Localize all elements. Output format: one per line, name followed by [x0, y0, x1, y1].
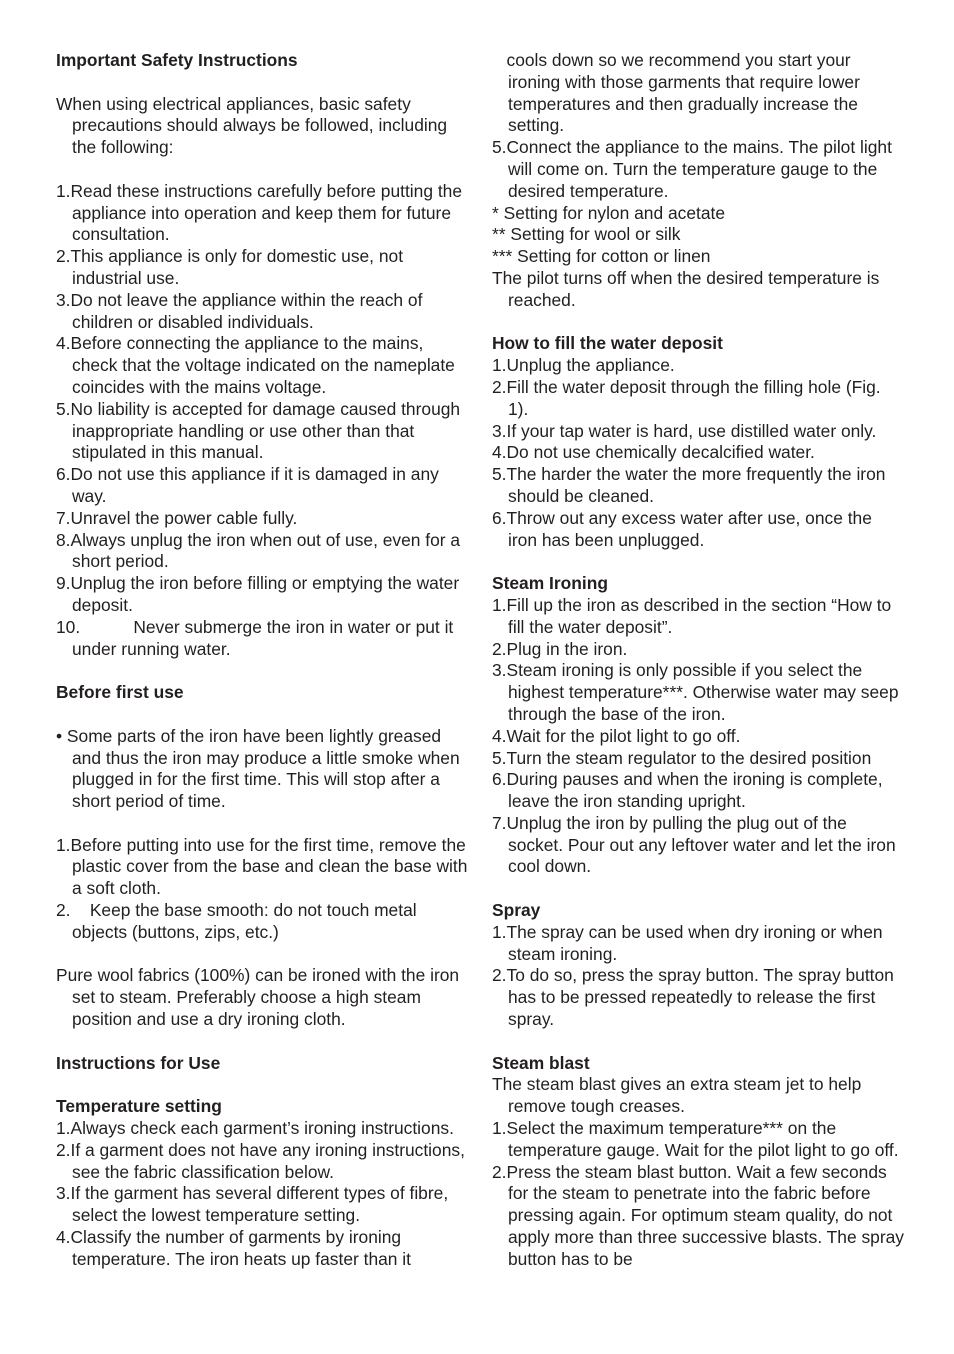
spacer	[56, 159, 468, 181]
section-heading: Spray	[492, 900, 541, 921]
paragraph: 8.Always unplug the iron when out of use, even for a short period.	[56, 529, 465, 572]
paragraph: 10. Never submerge the iron in water or put it under running water.	[56, 616, 459, 659]
section-heading: Steam Ironing	[492, 573, 608, 594]
spacer	[56, 1074, 468, 1096]
paragraph: 6.Do not use this appliance if it is damaged in any way.	[56, 464, 444, 506]
spacer	[492, 551, 904, 573]
paragraph: 1.Fill up the iron as described in the section “How to fill the water deposit”.	[492, 594, 897, 637]
spacer	[492, 878, 904, 900]
paragraph: 5.The harder the water the more frequently the iron should be cleaned.	[492, 464, 891, 506]
paragraph: 6.Throw out any excess water after use, once the iron has been unplugged.	[492, 507, 877, 550]
paragraph: cools down so we recommend you start your ironing with those garments that require lower temperatures and then gradually increase the setting.	[492, 50, 865, 136]
paragraph: 3.If your tap water is hard, use distilled water only.	[492, 420, 877, 441]
paragraph: * Setting for nylon and acetate	[492, 202, 725, 223]
spacer	[56, 1031, 468, 1053]
section-heading: Before first use	[56, 682, 184, 703]
left-column	[56, 50, 473, 1271]
paragraph: 7.Unplug the iron by pulling the plug out of the socket. Pour out any leftover water and let the iron cool down.	[492, 812, 901, 877]
section-heading: Steam blast	[492, 1052, 590, 1073]
section-heading: How to fill the water deposit	[492, 333, 723, 354]
paragraph: 1.Before putting into use for the first time, remove the plastic cover from the base and clean the base with a soft cloth.	[56, 834, 473, 899]
paragraph: 5.Connect the appliance to the mains. The pilot light will come on. Turn the temperature gauge to the desired temperature.	[492, 137, 897, 201]
paragraph: 2.Press the steam blast button. Wait a few seconds for the steam to penetrate into the fabric before pressing again. For optimum steam quality, do not apply more than three successive blasts. The spray button has to be	[492, 1161, 909, 1269]
spacer	[492, 312, 904, 334]
paragraph: 2. Keep the base smooth: do not touch metal objects (buttons, zips, etc.)	[56, 900, 422, 942]
paragraph: 1.Select the maximum temperature*** on the temperature gauge. Wait for the pilot light to go off.	[492, 1118, 899, 1160]
paragraph: 2.To do so, press the spray button. The spray button has to be pressed repeatedly to release the first spray.	[492, 965, 899, 1030]
section-heading: Important Safety Instructions	[56, 50, 298, 70]
paragraph: 3.Steam ironing is only possible if you select the highest temperature***. Otherwise water may seep through the base of the iron.	[492, 660, 904, 724]
paragraph: 2.Plug in the iron.	[492, 638, 628, 659]
paragraph: 3.Do not leave the appliance within the reach of children or disabled individuals.	[56, 289, 428, 332]
right-column	[492, 50, 909, 1271]
paragraph: The steam blast gives an extra steam jet to help remove tough creases.	[492, 1074, 867, 1117]
spacer	[56, 72, 468, 94]
paragraph: 1.The spray can be used when dry ironing or when steam ironing.	[492, 921, 888, 964]
paragraph: *** Setting for cotton or linen	[492, 246, 711, 267]
paragraph: 9.Unplug the iron before filling or emptying the water deposit.	[56, 573, 464, 615]
paragraph: 5.No liability is accepted for damage caused through inappropriate handling or use other than that stipulated in this manual.	[56, 398, 465, 463]
paragraph: 4.Before connecting the appliance to the mains, check that the voltage indicated on the nameplate coincides with the mains voltage.	[56, 333, 460, 397]
spacer	[492, 1031, 904, 1053]
paragraph: 2.This appliance is only for domestic use, not industrial use.	[56, 246, 408, 288]
paragraph: • Some parts of the iron have been lightly greased and thus the iron may produce a little smoke when plugged in for the first time. This will stop after a short period of time.	[56, 725, 465, 812]
section-heading: Instructions for Use	[56, 1052, 221, 1073]
spacer	[56, 704, 468, 726]
paragraph: Pure wool fabrics (100%) can be ironed with the iron set to steam. Preferably choose a high steam position and use a dry ironing cloth.	[56, 965, 464, 1030]
paragraph: 3.If the garment has several different types of fibre, select the lowest temperature setting.	[56, 1183, 453, 1226]
paragraph: 1.Always check each garment’s ironing instructions.	[56, 1118, 454, 1139]
paragraph: 5.Turn the steam regulator to the desired position	[492, 747, 872, 768]
paragraph: 1.Read these instructions carefully before putting the appliance into operation and keep them for future consultation.	[56, 180, 467, 245]
section-heading: Temperature setting	[56, 1096, 222, 1117]
paragraph: 7.Unravel the power cable fully.	[56, 507, 298, 528]
paragraph: 1.Unplug the appliance.	[492, 355, 675, 376]
paragraph: 4.Classify the number of garments by ironing temperature. The iron heats up faster than it	[56, 1227, 411, 1269]
spacer	[56, 660, 468, 682]
paragraph: 2.Fill the water deposit through the filling hole (Fig. 1).	[492, 376, 886, 419]
paragraph: 4.Do not use chemically decalcified water.	[492, 442, 815, 463]
paragraph: The pilot turns off when the desired temperature is reached.	[492, 267, 885, 310]
paragraph: 4.Wait for the pilot light to go off.	[492, 725, 741, 746]
paragraph: When using electrical appliances, basic safety precautions should always be followed, including the following:	[56, 93, 452, 158]
paragraph: 2.If a garment does not have any ironing instructions, see the fabric classification below.	[56, 1139, 470, 1182]
paragraph: ** Setting for wool or silk	[492, 224, 681, 245]
spacer	[56, 944, 468, 966]
paragraph: 6.During pauses and when the ironing is complete, leave the iron standing upright.	[492, 769, 888, 812]
spacer	[56, 813, 468, 835]
